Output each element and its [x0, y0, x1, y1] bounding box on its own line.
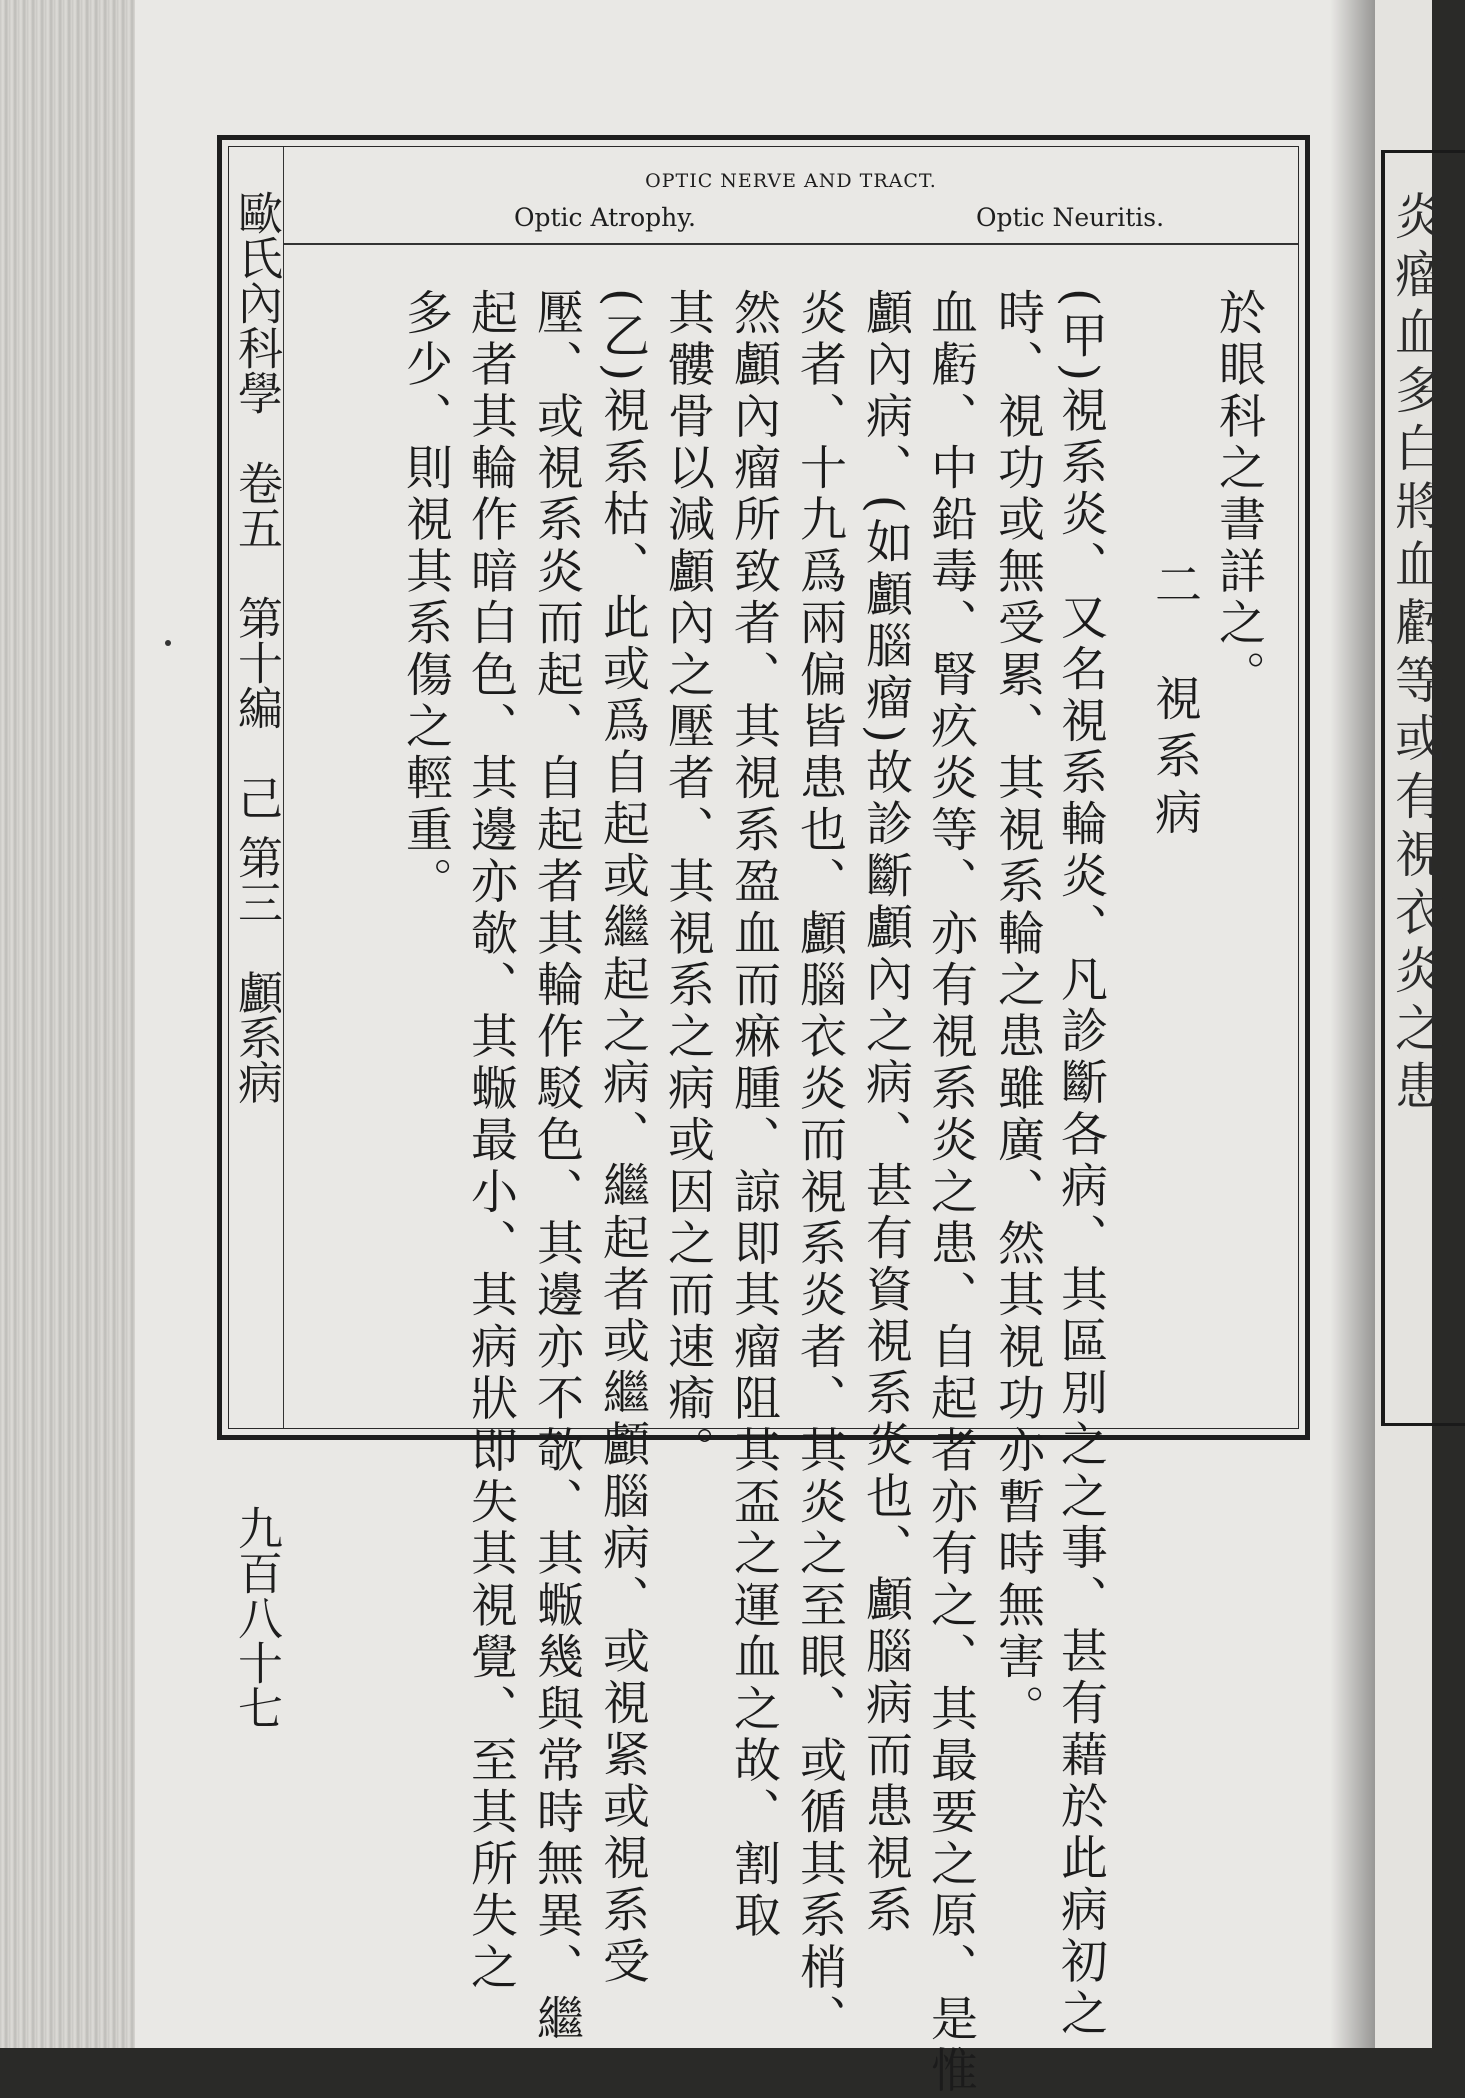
body-column-1: 於眼科之書詳之。	[1211, 288, 1266, 702]
running-head-right: Optic Neuritis.	[976, 203, 1165, 232]
facing-page-fragment	[1375, 0, 1445, 2048]
side-margin-rule	[283, 147, 284, 1428]
body-column-3: (甲)視系炎、又名視系輪炎、凡診斷各病、其區別之之事、甚有藉於此病初之	[1053, 288, 1108, 2041]
body-column-11: 壓、或視系炎而起、自起者其輪作駁色、其邊亦不欹、其蝂幾與常時無異、繼	[529, 288, 584, 2046]
gutter-shadow	[1330, 0, 1375, 2048]
body-column-12: 起者其輪作暗白色、其邊亦欹、其蝂最小、其病狀即失其視覺、至其所失之	[463, 288, 518, 1995]
body-column-7: 炎者、十九爲兩偏皆患也、顱腦衣炎而視系炎者、其炎之至眼、或循其系梢、	[792, 288, 847, 2046]
body-column-13: 多少、則視其系傷之輕重。	[398, 288, 453, 909]
ink-speck	[165, 640, 171, 646]
body-column-6: 顱內病、(如顱腦瘤)故診斷顱內之病、甚有資視系炎也、顱腦病而患視系	[858, 288, 913, 1937]
stacked-page-edges	[0, 0, 135, 2048]
page-number: 九百八十七	[230, 1505, 283, 1730]
body-column-9: 其髏骨以減顱內之壓者、其視系之病或因之而速瘉。	[660, 288, 715, 1478]
running-head-left: Optic Atrophy.	[514, 203, 697, 232]
body-column-5: 血虧、中鉛毒、腎疚炎等、亦有視系炎之患、自起者亦有之、其最要之原、是惟	[923, 288, 978, 2098]
section-heading: 二 視系病	[1147, 560, 1202, 845]
header-rule	[284, 243, 1298, 245]
running-head-title: OPTIC NERVE AND TRACT.	[645, 170, 937, 192]
body-column-4: 時、視功或無受累、其視系輪之患雖廣、然其視功亦暫時無害。	[990, 288, 1045, 1736]
body-column-8: 然顱內瘤所致者、其視系盈血而痳腫、諒即其瘤阻其盃之運血之故、割取	[726, 288, 781, 1943]
body-column-10: (乙)視系枯、此或爲自起或繼起之病、繼起者或繼顱腦病、或視紧或視系受	[595, 288, 650, 1989]
facing-page-text: 炎瘤血多白將血虧等或有視衣炎之患	[1387, 190, 1445, 1118]
book-section-title: 歐氏內科學 卷五 第十編 己 第三 顱系病	[230, 190, 283, 1105]
